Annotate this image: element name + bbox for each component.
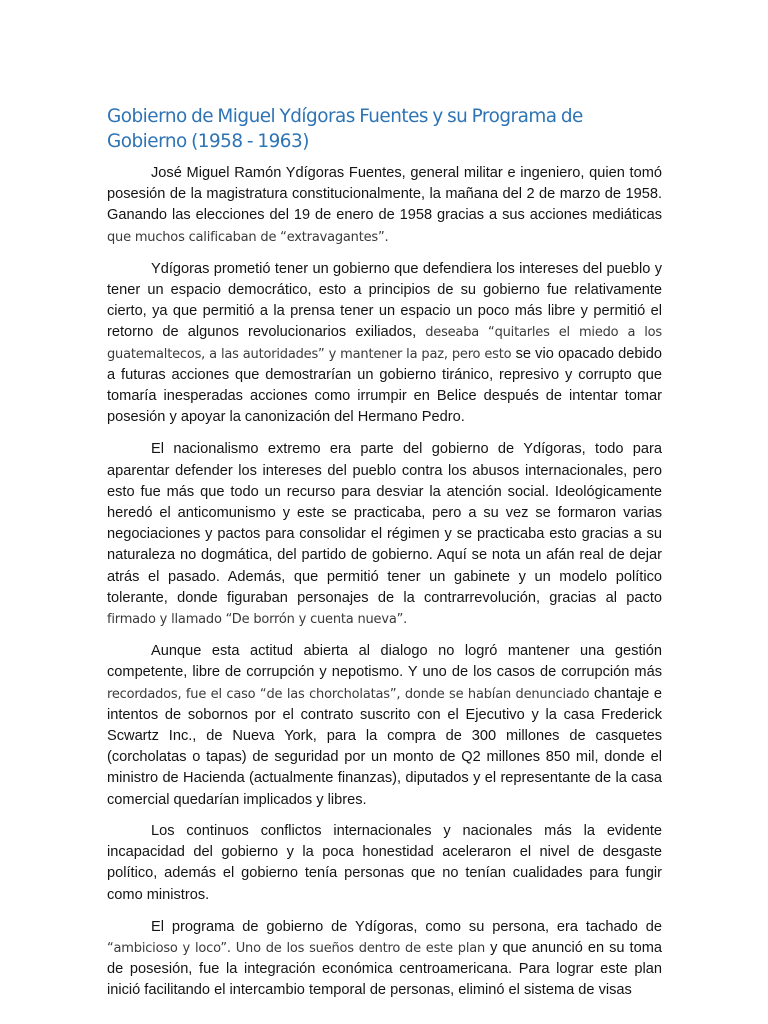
paragraph-3-text: El nacionalismo extremo era parte del gobierno de Ydígoras, todo para aparentar defender los intereses del pueblo contra los abusos internacionales, pero esto fue más que todo un recurso para desviar la atención social. Ideológicamente heredó el anticomunismo y este se practicaba, pero a su vez se formaron varias negociaciones y pactos para consolidar el régimen y se practicaba esto gracias a su naturaleza no dogmática, del partido de gobierno. Aquí se nota un afán real de dejar atrás el pasado. Además, que permitió tener un gabinete y un modelo político tolerante, donde figuraban personajes de la contrarrevolución, gracias al pacto (107, 441, 662, 606)
paragraph-5 (107, 821, 662, 906)
paragraph-2-quote: deseaba “quitarles el miedo a los guatemaltecos, a las autoridades” y mantener la paz, pero esto (107, 325, 662, 362)
paragraph-4 (107, 641, 662, 811)
paragraph-3 (107, 439, 662, 630)
paragraph-6-text: El programa de gobierno de Ydígoras, como su persona, era tachado de (151, 918, 662, 935)
paragraph-2-text: Ydígoras prometió tener un gobierno que defendiera los intereses del pueblo y tener un espacio democrático, esto a principios de su gobierno fue relativamente cierto, ya que permitió a la prensa tener un espacio un poco más libre y permitió el retorno de algunos revolucionarios exiliados, (107, 260, 662, 341)
paragraph-6 (107, 917, 662, 1002)
paragraph-1-text: José Miguel Ramón Ydígoras Fuentes, general militar e ingeniero, quien tomó posesión de la magistratura constitucionalmente, la mañana del 2 de marzo de 1958. Ganando las elecciones del 19 de enero de 1958 gracias a sus acciones mediáticas (107, 165, 662, 224)
paragraph-3-quote: firmado y llamado “De borrón y cuenta nueva”. (107, 612, 408, 628)
paragraph-1-quote: que muchos calificaban de “extravagantes”. (107, 229, 389, 245)
paragraph-6-quote: “ambicioso y loco”. Uno de los sueños dentro de este plan (107, 940, 486, 956)
paragraph-4-text: Aunque esta actitud abierta al dialogo no logró mantener una gestión competente, libre de corrupción y nepotismo. Y uno de los casos de corrupción más (107, 643, 662, 681)
paragraph-2-text-end: se vio opacado debido a futuras acciones que demostrarían un gobierno tiránico, represivo y corrupto que tomaría inesperadas acciones como irrumpir en Belice después de intentar tomar posesión y apoyar la canonización del Hermano Pedro. (107, 345, 662, 426)
paragraph-4-text-end: chantaje e intentos de sobornos por el contrato suscrito con el Ejecutivo y la casa Frederick Scwartz Inc., de Nueva York, para la compra de 300 millones de casquetes (corcholatas o tapas) de seguridad por un monto de Q2 millones 850 mil, donde el ministro de Hacienda (actualmente finanzas), diputados y el representante de la casa comercial quedarían implicados y libres. (107, 685, 662, 808)
paragraph-5-text: Los continuos conflictos internacionales y nacionales más la evidente incapacidad del gobierno y la poca honestidad aceleraron el nivel de desgaste político, además el gobierno tenía personas que no tenían cualidades para fungir como ministros. (107, 822, 662, 903)
paragraph-4-quote: recordados, fue el caso “de las chorcholatas”, donde se habían denunciado (107, 686, 590, 702)
document-page (107, 104, 662, 1013)
paragraph-1 (107, 163, 662, 248)
paragraph-2 (107, 259, 662, 429)
paragraph-6-text-end: y que anunció en su toma de posesión, fue la integración económica centroamericana. Para lograr este plan inició facilitando el intercambio temporal de personas, eliminó el sistema de visas (107, 939, 663, 999)
document-title: Gobierno de Miguel Ydígoras Fuentes y su Programa de Gobierno (1958 - 1963) (107, 106, 583, 152)
